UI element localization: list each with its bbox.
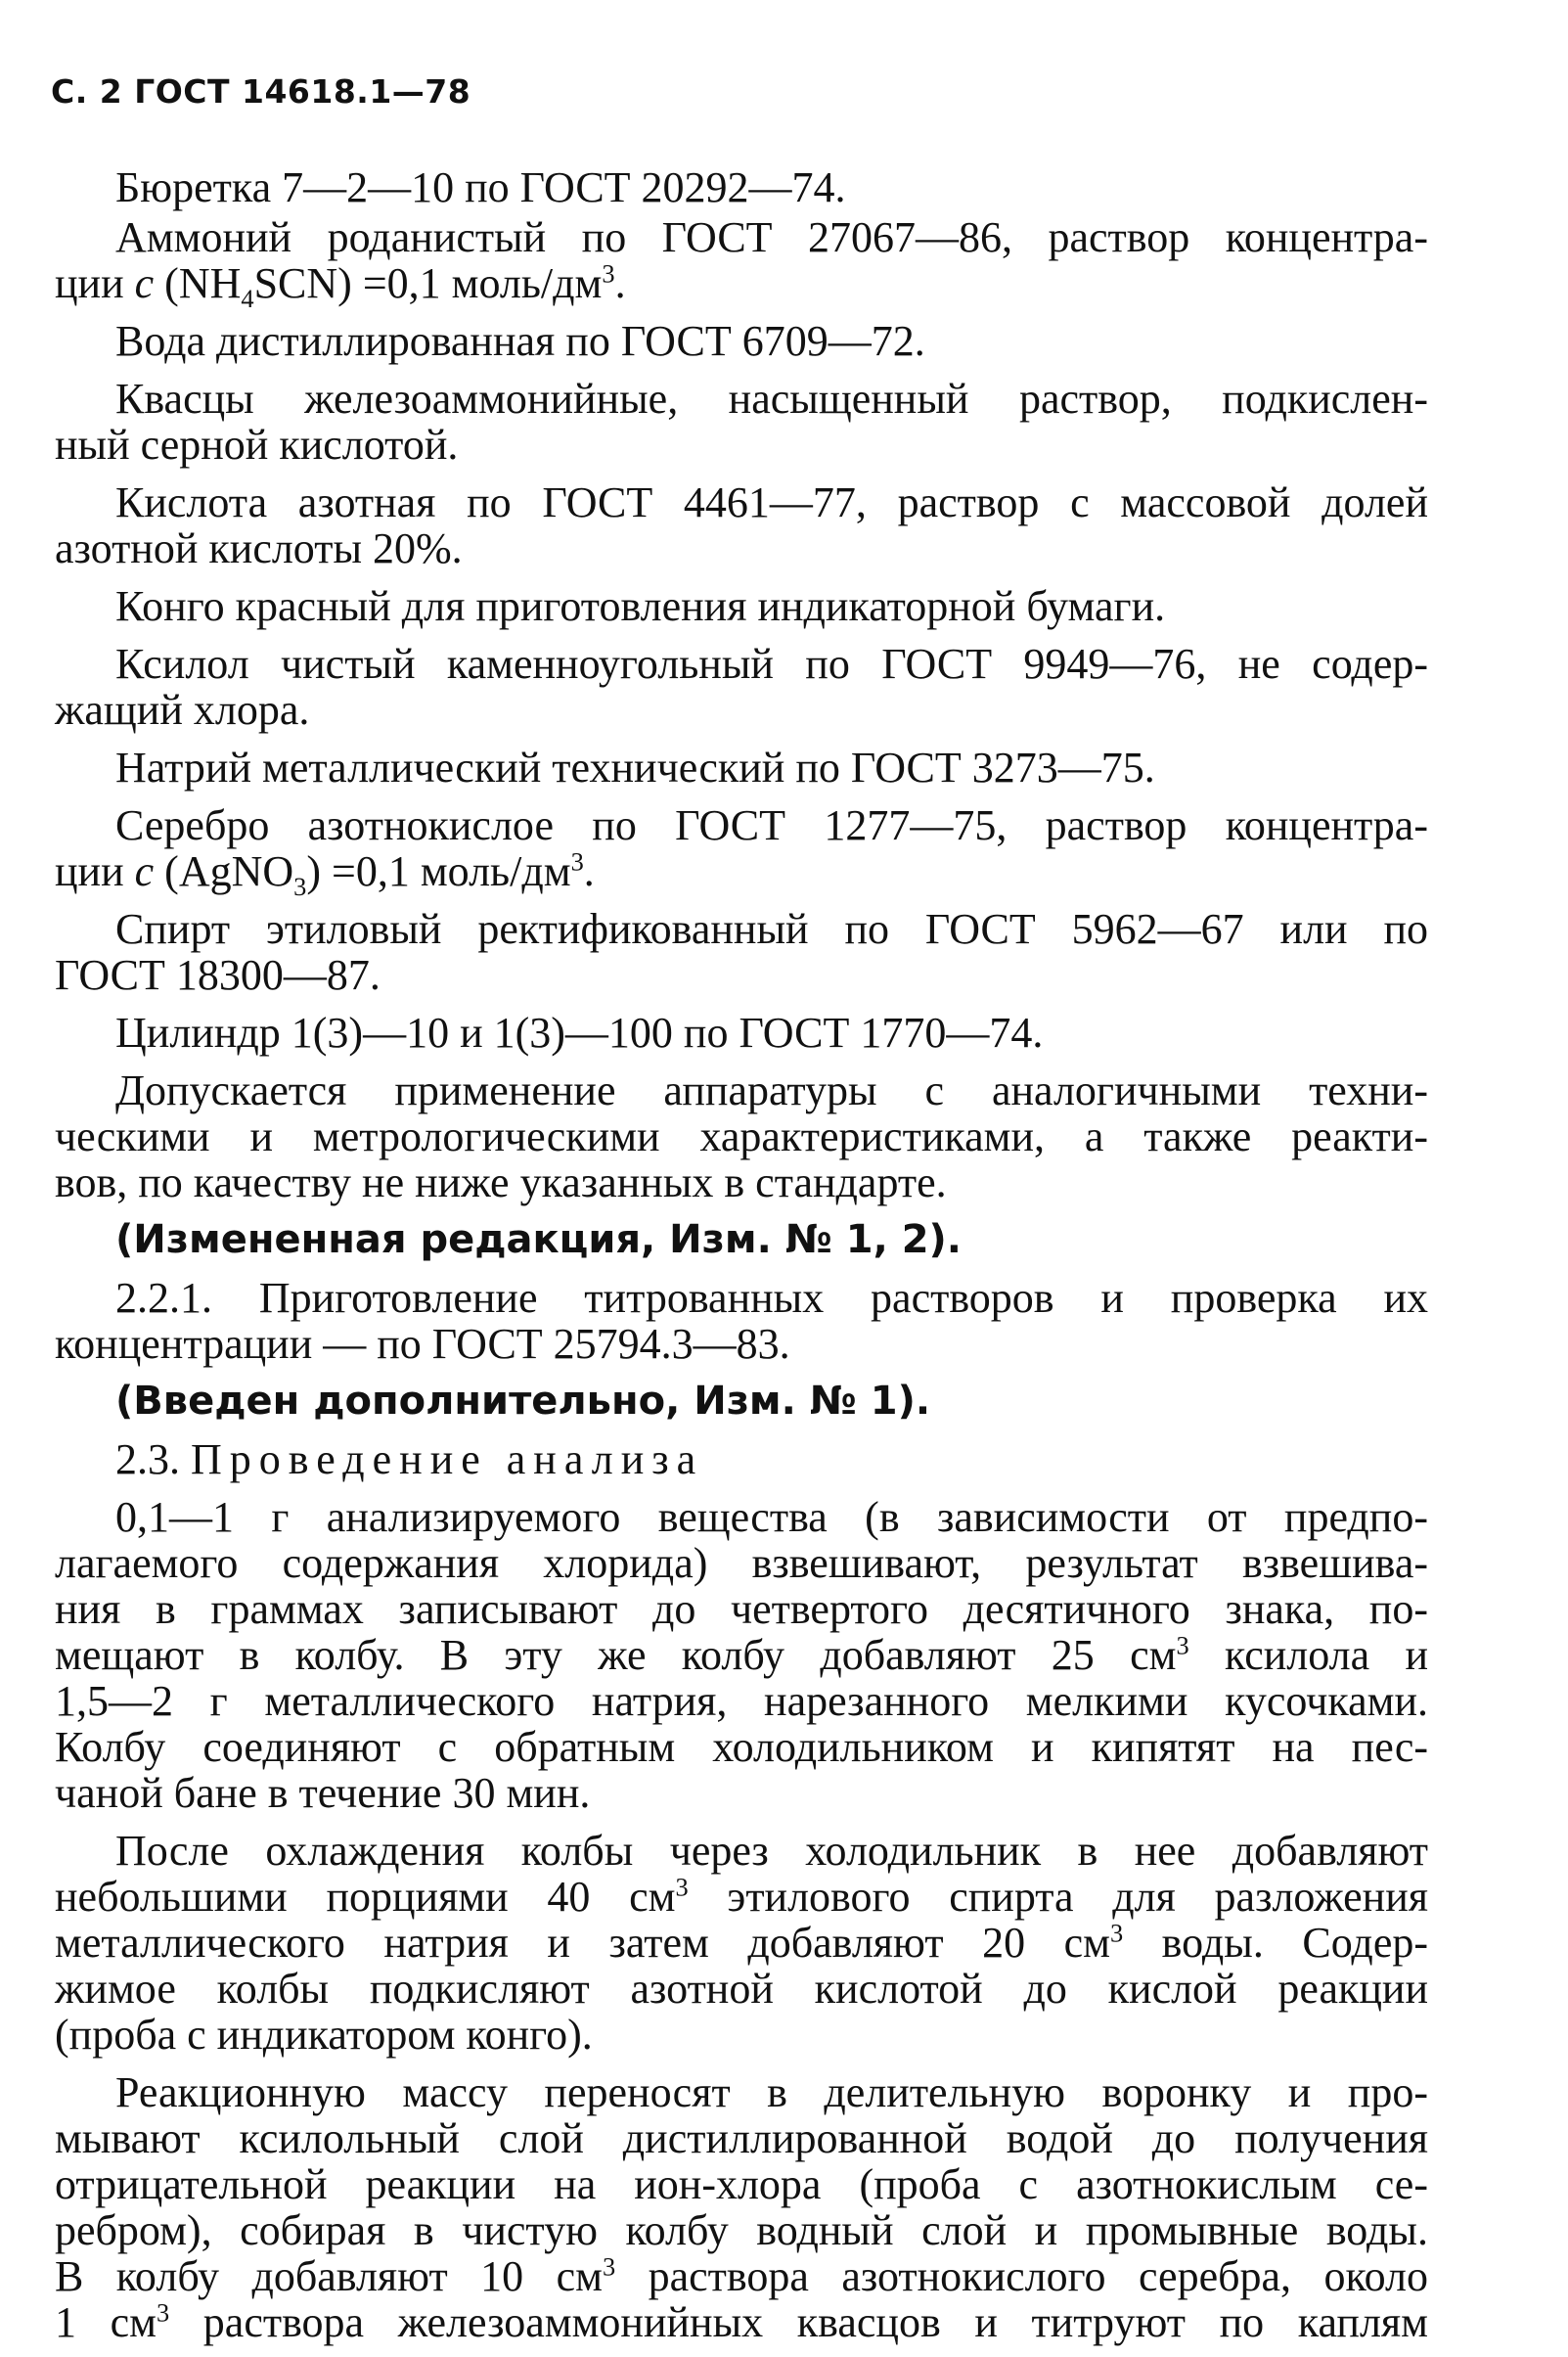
paragraph-amendment-2 — [115, 1379, 1428, 1425]
paragraph-buret — [115, 164, 1428, 210]
superscript: 3 — [156, 2297, 170, 2328]
paragraph-congo-red — [115, 583, 1428, 629]
paragraph-cylinder — [115, 1010, 1428, 1056]
superscript: 3 — [675, 1872, 689, 1902]
text-line — [55, 258, 1428, 313]
superscript: 3 — [570, 846, 584, 877]
text-line: Кислота азотная по ГОСТ 4461—77, раствор с массовой долей — [115, 478, 1428, 526]
text-fragment: . — [583, 847, 595, 895]
superscript: 3 — [1109, 1918, 1124, 1948]
amendment-note: (Измененная редакция, Изм. № 1, 2). — [115, 1217, 962, 1262]
text-line: вов, по качеству не ниже указанных в стандарте. — [55, 1158, 947, 1206]
paragraph-nitric-acid — [55, 478, 1428, 572]
text-fragment: . — [614, 259, 626, 307]
section-number: 2.3. — [115, 1435, 191, 1483]
text-line: 0,1—1 г анализируемого вещества (в зависимости от предпо- — [115, 1493, 1428, 1541]
text-fragment: (NH — [154, 259, 242, 307]
text-line: 1,5—2 г металлического натрия, нарезанного мелкими кусочками. — [55, 1677, 1428, 1725]
concentration-symbol: с — [134, 259, 155, 307]
text-line — [55, 1874, 1428, 1920]
body-text — [55, 163, 1428, 2357]
text-line — [55, 846, 1428, 901]
paragraph-procedure-2 — [55, 1827, 1428, 2059]
text-line: концентрации — по ГОСТ 25794.3—83. — [55, 1320, 790, 1368]
text-line: Квасцы железоаммонийные, насыщенный раствор, подкислен- — [115, 375, 1428, 423]
text-line: отрицательной реакции на ион-хлора (проба с азотнокислым се- — [55, 2160, 1428, 2208]
text-line: Бюретка 7—2—10 по ГОСТ 20292—74. — [115, 163, 846, 211]
text-fragment: воды. Содер- — [1123, 1919, 1428, 1967]
text-line: Серебро азотнокислое по ГОСТ 1277—75, раствор концентра- — [115, 801, 1428, 849]
text-line — [55, 1632, 1428, 1678]
text-line: 2.2.1. Приготовление титрованных растворов и проверка их — [115, 1274, 1428, 1322]
paragraph-procedure-3 — [55, 2068, 1428, 2346]
paragraph-equipment-note — [55, 1066, 1428, 1206]
subscript: 4 — [241, 283, 254, 313]
text-line: Допускается применение аппаратуры с аналогичными техни- — [115, 1066, 1428, 1114]
text-fragment: небольшими порциями 40 см — [55, 1873, 676, 1921]
paragraph-procedure-1 — [55, 1493, 1428, 1817]
text-fragment: ксилола и — [1188, 1631, 1428, 1679]
text-line: Ксилол чистый каменноугольный по ГОСТ 9949—76, не содер- — [115, 640, 1428, 688]
paragraph-2-2-1 — [55, 1274, 1428, 1368]
text-line: Аммоний роданистый по ГОСТ 27067—86, раствор концентра- — [115, 213, 1428, 261]
text-line: (проба с индикатором конго). — [55, 2011, 593, 2059]
text-fragment: мещают в колбу. В эту же колбу добавляют 25 см — [55, 1631, 1177, 1679]
text-line: жимое колбы подкисляют азотной кислотой до кислой реакции — [55, 1965, 1428, 2013]
paragraph-amendment-1 — [115, 1217, 1428, 1263]
text-fragment: В колбу добавляют 10 см — [55, 2252, 603, 2300]
text-fragment: ) =0,1 моль/дм — [306, 847, 571, 895]
paragraph-sodium — [115, 745, 1428, 791]
paragraph-ammonium-thiocyanate — [55, 213, 1428, 313]
section-heading — [115, 1436, 1428, 1482]
text-fragment: металлического натрия и затем добавляют 20 см — [55, 1919, 1110, 1967]
text-line: ребром), собирая в чистую колбу водный слой и промывные воды. — [55, 2206, 1428, 2254]
section-title: Проведение анализа — [191, 1435, 704, 1483]
superscript: 3 — [602, 2251, 616, 2282]
text-line: жащий хлора. — [55, 686, 310, 734]
paragraph-silver-nitrate — [55, 801, 1428, 901]
text-fragment: раствора азотнокислого серебра, около — [615, 2252, 1428, 2300]
text-line: ческими и метрологическими характеристиками, а также реакти- — [55, 1112, 1428, 1160]
text-line: Колбу соединяют с обратным холодильником и кипятят на пес- — [55, 1723, 1428, 1771]
text-line: мывают ксилольный слой дистиллированной водой до получения — [55, 2114, 1428, 2162]
concentration-symbol: с — [134, 847, 155, 895]
subscript: 3 — [293, 871, 307, 901]
text-line: Реакционную массу переносят в делительную воронку и про- — [115, 2068, 1428, 2116]
text-fragment: (AgNO — [154, 847, 294, 895]
text-line — [55, 2253, 1428, 2299]
paragraph-ethanol — [55, 905, 1428, 999]
text-line: После охлаждения колбы через холодильник в нее добавляют — [115, 1827, 1428, 1875]
text-line: лагаемого содержания хлорида) взвешивают, результат взвешива- — [55, 1539, 1428, 1587]
text-fragment: ции — [55, 259, 135, 307]
text-line: Конго красный для приготовления индикаторной бумаги. — [115, 582, 1166, 630]
text-line: ГОСТ 18300—87. — [55, 951, 381, 999]
running-head: С. 2 ГОСТ 14618.1—78 — [51, 72, 471, 111]
text-fragment: раствора железоаммонийных квасцов и титруют по каплям — [169, 2298, 1428, 2346]
text-line: Натрий металлический технический по ГОСТ 3273—75. — [115, 744, 1155, 792]
text-line: ния в граммах записывают до четвертого десятичного знака, по- — [55, 1585, 1428, 1633]
superscript: 3 — [1176, 1630, 1189, 1660]
text-line: Цилиндр 1(3)—10 и 1(3)—100 по ГОСТ 1770—74. — [115, 1009, 1044, 1057]
paragraph-distilled-water — [115, 318, 1428, 364]
text-line: чаной бане в течение 30 мин. — [55, 1769, 591, 1817]
paragraph-alum — [55, 375, 1428, 469]
text-fragment: этилового спирта для разложения — [688, 1873, 1428, 1921]
text-fragment: ции — [55, 847, 135, 895]
paragraph-xylene — [55, 640, 1428, 734]
text-line: азотной кислоты 20%. — [55, 524, 463, 572]
text-line: Спирт этиловый ректификованный по ГОСТ 5962—67 или по — [115, 905, 1428, 953]
superscript: 3 — [602, 258, 615, 289]
text-fragment: SCN) =0,1 моль/дм — [253, 259, 603, 307]
text-line — [55, 2299, 1428, 2345]
section-heading-2-3 — [115, 1436, 1428, 1482]
text-fragment: 1 см — [55, 2298, 157, 2346]
amendment-note: (Введен дополнительно, Изм. № 1). — [115, 1379, 931, 1424]
text-line — [55, 1920, 1428, 1966]
text-line: ный серной кислотой. — [55, 421, 459, 469]
text-line: Вода дистиллированная по ГОСТ 6709—72. — [115, 317, 925, 365]
